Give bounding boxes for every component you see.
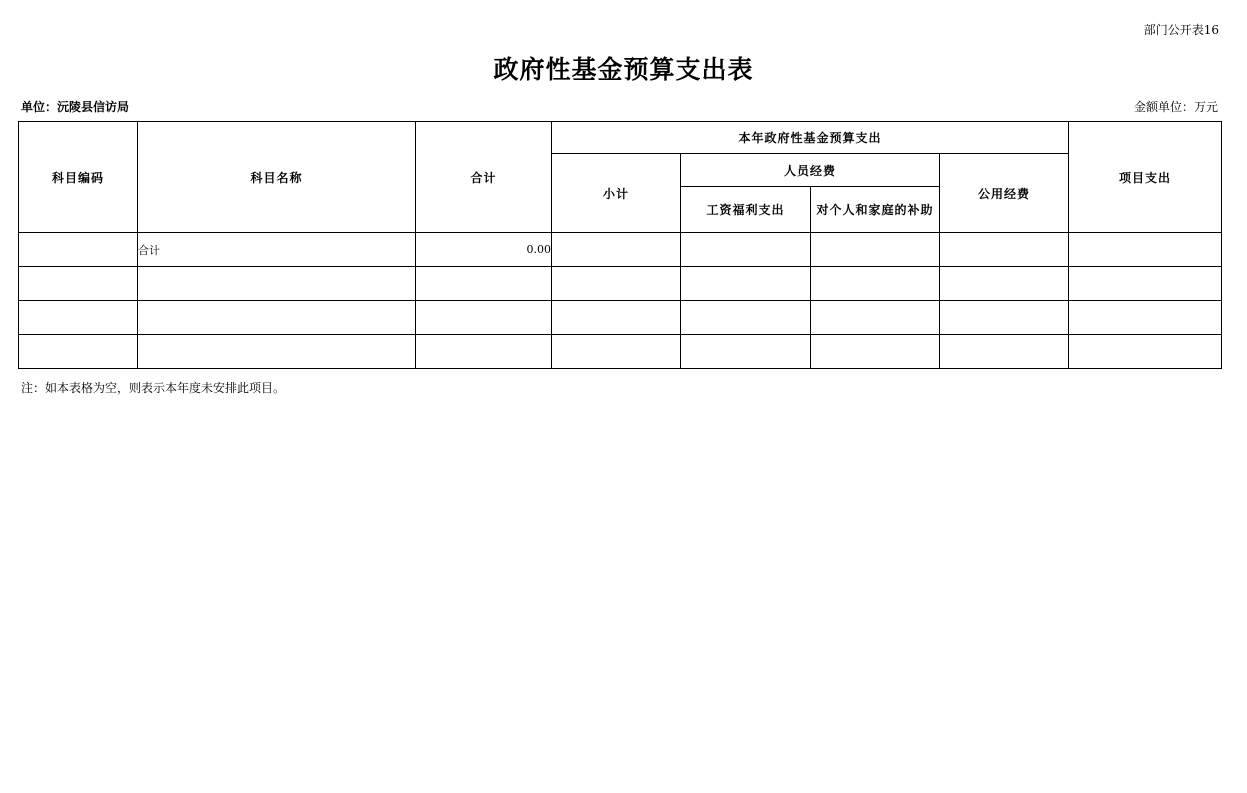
budget-table [18,121,1222,369]
cell-project [1069,301,1222,335]
cell-project [1069,267,1222,301]
footer-note: 注：如本表格为空，则表示本年度未安排此项目。 [21,381,286,395]
amount-unit: 金额单位：万元 [1133,100,1218,114]
cell-name: 合计 [138,233,416,267]
table-row [19,267,1222,301]
cell-subsidy [811,335,940,369]
cell-total [416,267,552,301]
cell-project [1069,335,1222,369]
cell-subsidy [811,233,940,267]
header-wages: 工资福利支出 [681,187,811,233]
cell-code [19,267,138,301]
cell-wages [681,335,811,369]
cell-wages [681,267,811,301]
header-personnel: 人员经费 [681,154,940,187]
cell-project [1069,233,1222,267]
cell-subsidy [811,267,940,301]
header-total: 合计 [416,122,552,233]
header-subtotal: 小计 [552,154,681,233]
table-row [19,335,1222,369]
form-code: 部门公开表16 [1143,23,1219,37]
cell-public [940,233,1069,267]
cell-wages [681,301,811,335]
cell-code [19,233,138,267]
header-code: 科目编码 [19,122,138,233]
header-subsidy: 对个人和家庭的补助 [811,187,940,233]
cell-subtotal [552,301,681,335]
cell-wages [681,233,811,267]
cell-total: 0.00 [416,233,552,267]
cell-subsidy [811,301,940,335]
cell-name [138,267,416,301]
cell-public [940,267,1069,301]
cell-total [416,335,552,369]
header-public: 公用经费 [940,154,1069,233]
cell-public [940,301,1069,335]
cell-subtotal [552,267,681,301]
cell-subtotal [552,335,681,369]
cell-name [138,335,416,369]
cell-public [940,335,1069,369]
cell-code [19,301,138,335]
cell-name [138,301,416,335]
header-current-year: 本年政府性基金预算支出 [552,122,1069,154]
table-row [19,301,1222,335]
cell-code [19,335,138,369]
header-name: 科目名称 [138,122,416,233]
header-project: 项目支出 [1069,122,1222,233]
cell-subtotal [552,233,681,267]
cell-total [416,301,552,335]
table-row [19,233,1222,267]
page-title: 政府性基金预算支出表 [493,55,754,84]
unit-label: 单位：沅陵县信访局 [21,100,130,114]
